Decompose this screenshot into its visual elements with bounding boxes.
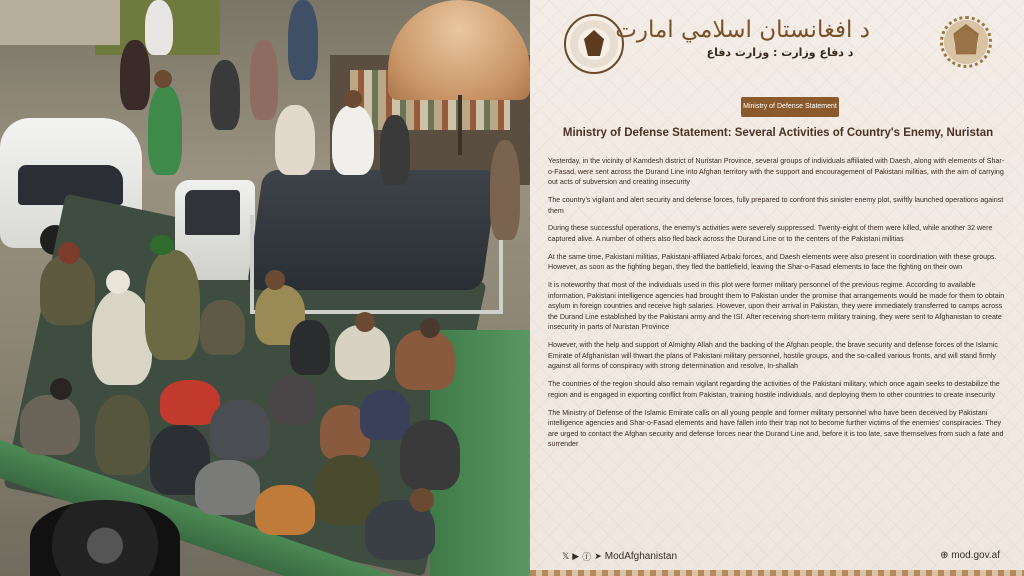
person (255, 485, 315, 535)
emirate-title-arabic: د افغانستان اسلامي امارت (615, 17, 870, 43)
statement-document (530, 0, 1024, 576)
umbrella-pole (458, 95, 462, 155)
person (360, 390, 410, 440)
paragraph: The countries of the region should also remain vigilant regarding the activities of the Pakistani military, which once again seeks to destabilize the region and is engaged in exporting conflict from Pakistan, training hostile individuals, and deploying them to other countries to create insecurity (548, 380, 1000, 399)
person (288, 0, 318, 80)
person (400, 420, 460, 490)
person (210, 400, 270, 460)
decorative-border (530, 570, 1024, 576)
truck-cab-window (185, 190, 240, 235)
person (200, 300, 245, 355)
social-links (562, 550, 677, 563)
website-url: mod.gov.af (951, 550, 1000, 561)
statement-badge: Ministry of Defense Statement (741, 97, 839, 117)
paragraph: The country's vigilant and alert security and defense forces, fully prepared to confront this sinister enemy plot, swiftly launched operations against them (548, 195, 1004, 215)
person (332, 105, 374, 175)
person (40, 255, 95, 325)
person-head (420, 318, 440, 338)
person (335, 325, 390, 380)
ministry-name-pashto-dari: د دفاع وزارت : وزارت دفاع (706, 46, 854, 59)
person-head (150, 235, 174, 255)
truck-tire (30, 500, 180, 576)
person-head (106, 270, 130, 294)
person (380, 115, 410, 185)
wall (0, 0, 120, 45)
telegram-icon: ➤ (594, 551, 602, 561)
person (490, 140, 520, 240)
person (145, 0, 173, 55)
person (290, 320, 330, 375)
person (92, 290, 152, 385)
person (20, 395, 80, 455)
person (270, 375, 315, 425)
paragraph: At the same time, Pakistani militias, Pakistani-affiliated Arbaki forces, and Daesh elements were also present in coordination with these groups. However, as soon as the fighting began, they fled the battlefield, leaving the Shar-o-Fasad elements to face the fighting on their own (548, 252, 997, 272)
islamic-emirate-emblem-icon (938, 14, 994, 70)
person (210, 60, 240, 130)
person (275, 105, 315, 175)
person (250, 40, 278, 120)
person-head (58, 242, 80, 264)
paragraph: Yesterday, in the vicinity of Kamdesh district of Nuristan Province, several groups of individuals affiliated with Daesh, along with elements of Shar-o-Fasad, were sent across the Durand Line into Afghan territory with the support and encouragement of Pakistani militias, with the aim of carrying out acts of subversion and creating insecurity (548, 157, 1005, 187)
youtube-icon: ▶ (572, 551, 580, 561)
paragraph: During these successful operations, the enemy's activities were severely suppressed. Twenty-eight of them were killed, while another 32 were captured alive. A number of others also fled back across the Durand Line or to the centers of the Pakistani militias (548, 224, 993, 243)
person-head (50, 378, 72, 400)
person-head (344, 90, 362, 108)
person (95, 395, 150, 475)
person (395, 330, 455, 390)
statement-headline: Ministry of Defense Statement: Several Activities of Country's Enemy, Nuristan (562, 127, 994, 139)
footer (530, 540, 1024, 570)
person-head (154, 70, 172, 88)
person-head (265, 270, 285, 290)
person (148, 85, 182, 175)
facebook-icon: ⓕ (582, 552, 592, 562)
statement-body (548, 156, 1006, 457)
globe-icon: ⊕ (940, 550, 949, 561)
website-link (940, 550, 1000, 561)
person (120, 40, 150, 110)
person (145, 250, 200, 360)
paragraph: However, with the help and support of Almighty Allah and the backing of the Afghan people, the brave security and defense forces of the Islamic Emirate of Afghanistan will thwart the plans of Pakistani military personnel, hostile groups, and the so-called various fronts, and will stand firmly against all forms of conspiracy with strong determination and resolve, In-shallah (548, 341, 998, 371)
person (195, 460, 260, 515)
paragraph: It is noteworthy that most of the individuals used in this plot were former military personnel of the previous regime. According to available information, Pakistani intelligence agencies had brought them to Pakistan under the promise that arrangements would be made for them to obtain asylum in foreign countries and receive high salaries. However, upon their arrival in Pakistan, they were immediately transferred to camps across the Durand Line established by the Pakistani army and the ISI. After receiving short-term military training, they were sent to Afghanistan to create insecurity in parts of Nuristan Province (548, 281, 1005, 332)
social-handle: ModAfghanistan (604, 551, 678, 562)
person-head (355, 312, 375, 332)
paragraph: The Ministry of Defense of the Islamic Emirate calls on all young people and former military personnel who have been deceived by Pakistani intelligence agencies and Shar-o-Fasad elements and have fallen into their trap not to become further victims of the enemies' conspiracies. They are urged to contact the Afghan security and defense forces near the Durand Line and, before it is too late, save themselves from such a fate and surrender (548, 408, 1004, 449)
person-head (410, 488, 434, 512)
x-icon: 𝕏 (562, 551, 570, 561)
